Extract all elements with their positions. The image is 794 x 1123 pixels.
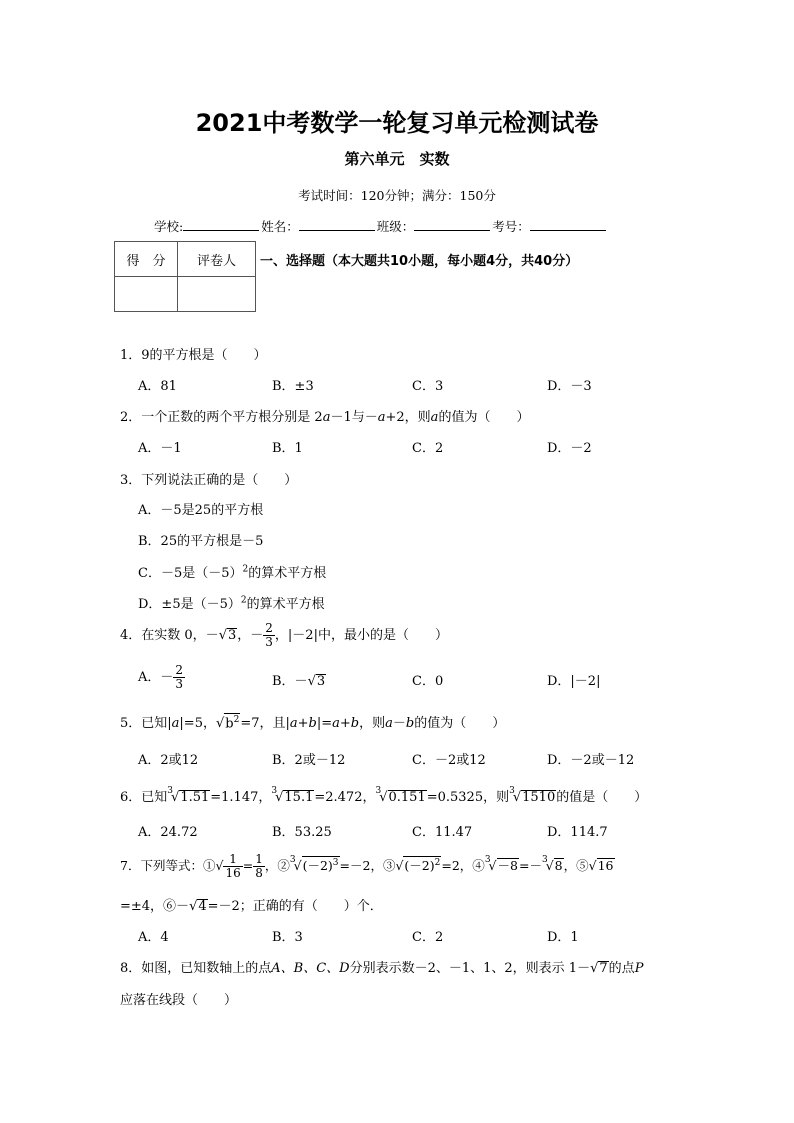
q4-option-a: A．－ $\frac{2}{3}$ — [138, 663, 184, 691]
q3-option-a: A．－5是25的平方根 — [138, 503, 264, 518]
q2-option-c: C．2 — [412, 441, 444, 456]
class-label: 班级： — [376, 219, 415, 234]
q1-option-a: A．81 — [138, 379, 177, 394]
q2-option-d: D．－2 — [547, 441, 592, 456]
q4-option-c: C．0 — [412, 674, 444, 689]
question-6: 6．已知$^3$√1.51=1.147，$^3$√15.1=2.472，$^3$√0.151=0.5325，则$^3$√1510的值是（ ） — [120, 786, 648, 805]
q7-option-c: C．2 — [412, 930, 444, 945]
q5-option-b: B．2或－12 — [272, 753, 346, 768]
question-5: 5．已知|a|=5，$√b^2=7$，且|a+b|=a+b，则a－b的值为（ ） — [120, 714, 506, 731]
q1-option-d: D．－3 — [547, 379, 592, 394]
class-blank — [414, 218, 490, 231]
grader-header: 评卷人 — [178, 242, 256, 277]
question-7: 7．下列等式：①√ $\frac{1}{16}$ = $\frac{1}{8}$ ，$②^3√(-2)^3=-2$，$③√(-2)^2=2$，④$^3$√－8=－$^3$√8，⑤√16 — [120, 852, 614, 880]
id-label: 考号： — [492, 219, 530, 234]
unit-subtitle: 第六单元 实数 — [344, 150, 450, 168]
school-label: 学校: — [154, 219, 184, 234]
score-cell — [115, 277, 178, 312]
q4-option-d: D．|－2| — [547, 674, 601, 689]
q7-option-b: B．3 — [272, 930, 303, 945]
q7-option-d: D．1 — [547, 930, 579, 945]
name-label: 姓名： — [261, 219, 299, 234]
q1-option-c: C．3 — [412, 379, 444, 394]
question-1: 1．9的平方根是（ ） — [120, 348, 267, 363]
question-8: 8．如图，已知数轴上的点A、B、C、D分别表示数－2、－1、1、2，则表示 1－√7的点P — [120, 961, 644, 976]
section-title: 一、选择题（本大题共10小题，每小题4分，共40分） — [260, 254, 579, 269]
question-2: 2．一个正数的两个平方根分别是 2a－1与－a+2，则a的值为（ ） — [120, 410, 530, 425]
score-header: 得 分 — [115, 242, 178, 277]
exam-info: 考试时间：120分钟；满分：150分 — [298, 188, 496, 203]
q3-option-d: D．±5是$(-5)^2$的算术平方根 — [138, 595, 325, 612]
q6-option-c: C．11.47 — [412, 825, 473, 840]
score-table — [114, 241, 256, 312]
q6-option-b: B．53.25 — [272, 825, 332, 840]
q5-option-d: D．－2或－12 — [547, 753, 635, 768]
grader-cell — [178, 277, 256, 312]
id-blank — [530, 218, 606, 231]
question-3: 3．下列说法正确的是（ ） — [120, 473, 298, 488]
question-8-line2: 应落在线段（ ） — [120, 993, 238, 1008]
page-title: 2021中考数学一轮复习单元检测试卷 — [195, 109, 599, 137]
name-blank — [299, 218, 375, 231]
q3-option-c: C．－5是$(-5)^2$的算术平方根 — [138, 564, 327, 581]
question-7-line2: =±4，⑥－√4=－2；正确的有（ ）个． — [120, 899, 383, 914]
q4-option-b: B．－√3 — [272, 674, 326, 689]
student-fields — [154, 217, 608, 235]
q5-option-a: A．2或12 — [138, 753, 199, 768]
q3-option-b: B．25的平方根是－5 — [138, 534, 264, 549]
q6-option-d: D．114.7 — [547, 825, 608, 840]
school-blank — [183, 218, 259, 231]
q2-option-b: B．1 — [272, 441, 303, 456]
question-4: 4．在实数 0，－√3，－ $\frac{2}{3}$ ，|－2|中，最小的是（ ） — [120, 621, 448, 649]
q1-option-b: B．±3 — [272, 379, 314, 394]
q7-option-a: A．4 — [138, 930, 169, 945]
q6-option-a: A．24.72 — [138, 825, 198, 840]
q5-option-c: C．－2或12 — [412, 753, 486, 768]
q2-option-a: A．－1 — [138, 441, 182, 456]
